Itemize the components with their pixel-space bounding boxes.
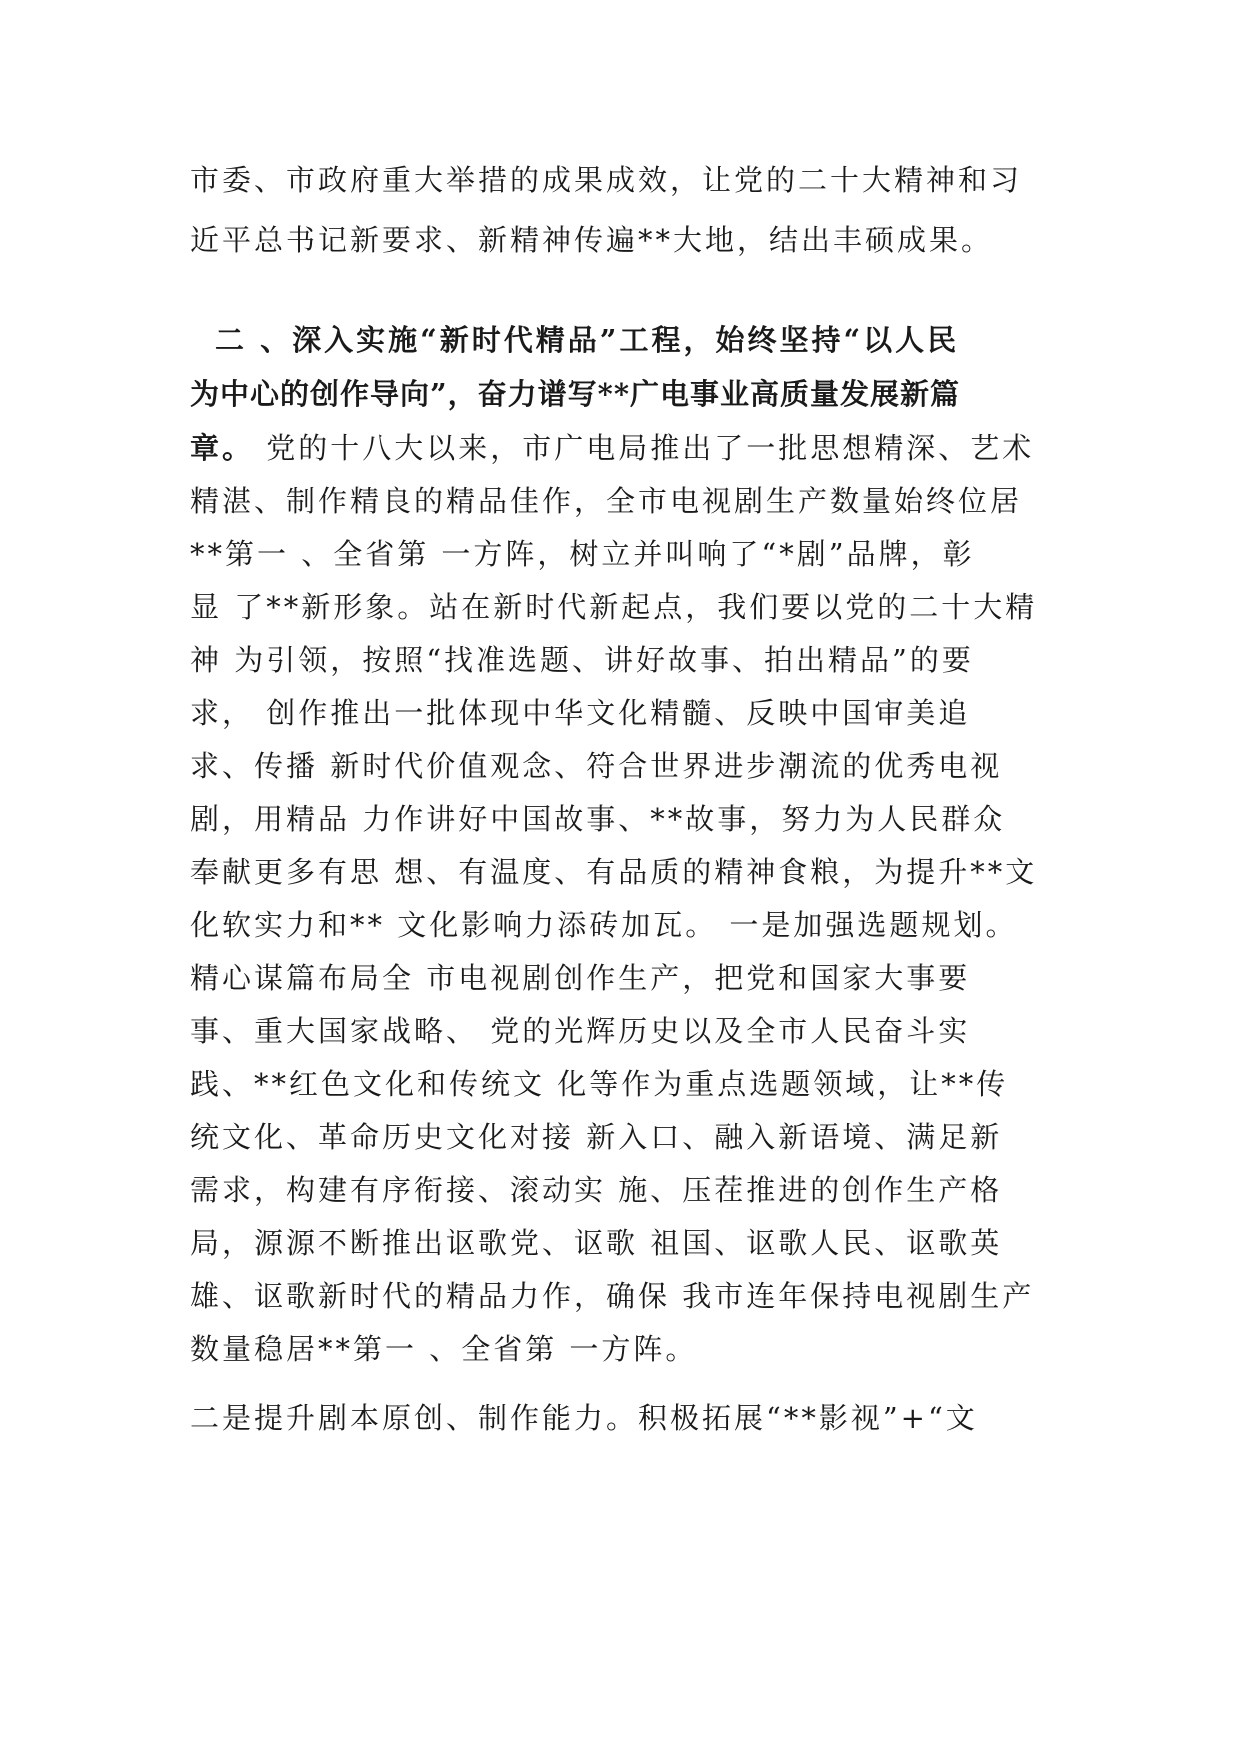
body-line: 局，源源不断推出讴歌党、讴歌 祖国、讴歌人民、讴歌英 <box>190 1226 1003 1260</box>
section-heading-line-1: 二 、深入实施“新时代精品”工程，始终坚持“以人民 <box>215 323 960 357</box>
body-line-start: 党的十八大以来，市广电局推出了一批思想精深、艺术 <box>254 431 1035 465</box>
intro-line-1: 市委、市政府重大举措的成果成效，让党的二十大精神和习 <box>190 163 1023 197</box>
section-line-3 <box>190 428 1060 468</box>
body-line: 数量稳居**第一 、全省第 一方阵。 <box>190 1332 698 1366</box>
body-line: **第一 、全省第 一方阵，树立并叫响了“*剧”品牌，彰 <box>190 537 975 571</box>
body-line: 显 了**新形象。站在新时代新起点，我们要以党的二十大精 <box>190 590 1038 624</box>
body-line: 奉献更多有思 想、有温度、有品质的精神食粮，为提升**文 <box>190 855 1038 889</box>
body-line: 化软实力和** 文化影响力添砖加瓦。 一是加强选题规划。 <box>190 908 1018 942</box>
final-line: 二是提升剧本原创、制作能力。积极拓展“**影视”+“文 <box>190 1401 978 1435</box>
body-line: 精湛、制作精良的精品佳作，全市电视剧生产数量始终位居 <box>190 484 1023 518</box>
body-line: 精心谋篇布局全 市电视剧创作生产，把党和国家大事要 <box>190 961 971 995</box>
section-heading-end: 章。 <box>190 431 255 465</box>
body-line: 需求，构建有序衔接、滚动实 施、压茬推进的创作生产格 <box>190 1173 1003 1207</box>
body-line: 神 为引领，按照“找准选题、讲好故事、拍出精品”的要 <box>190 643 974 677</box>
body-line: 事、重大国家战略、 党的光辉历史以及全市人民奋斗实 <box>190 1014 971 1048</box>
body-line: 求， 创作推出一批体现中华文化精髓、反映中国审美追 <box>190 696 971 730</box>
body-line: 剧，用精品 力作讲好中国故事、**故事，努力为人民群众 <box>190 802 1006 836</box>
body-line: 统文化、革命历史文化对接 新入口、融入新语境、满足新 <box>190 1120 1003 1154</box>
body-line: 践、**红色文化和传统文 化等作为重点选题领域，让**传 <box>190 1067 1009 1101</box>
intro-line-2: 近平总书记新要求、新精神传遍**大地，结出丰硕成果。 <box>190 223 994 257</box>
section-heading-line-2: 为中心的创作导向”，奋力谱写**广电事业高质量发展新篇 <box>190 377 961 411</box>
body-line: 求、传播 新时代价值观念、符合世界进步潮流的优秀电视 <box>190 749 1003 783</box>
body-line: 雄、讴歌新时代的精品力作，确保 我市连年保持电视剧生产 <box>190 1279 1035 1313</box>
